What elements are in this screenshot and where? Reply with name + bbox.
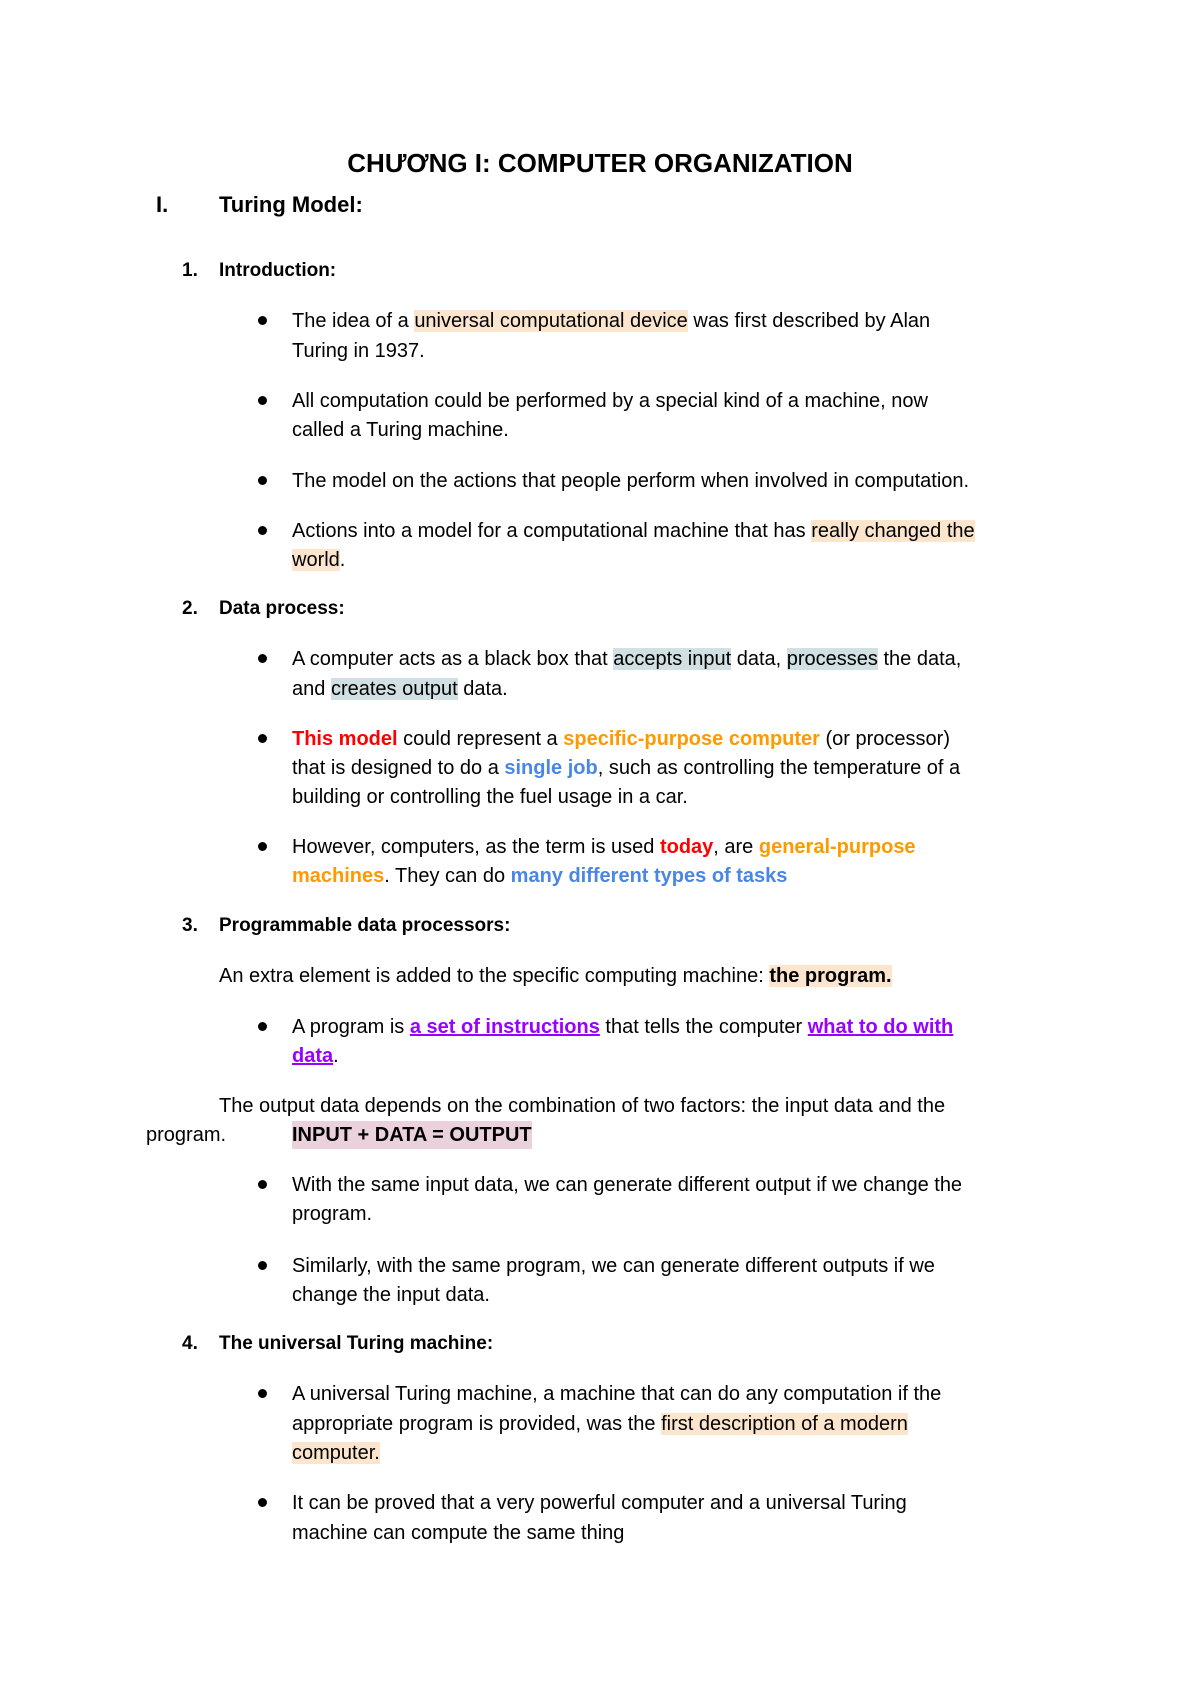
highlight: processes	[786, 648, 878, 670]
bullet-icon	[258, 396, 267, 405]
highlight: creates output	[330, 678, 458, 700]
paragraph: An extra element is added to the specific computing machine: the program.	[219, 965, 892, 987]
bullet-text: change the input data.	[292, 1284, 490, 1306]
highlight: world	[292, 549, 340, 571]
bullet-icon	[258, 1498, 267, 1507]
bullet-icon	[258, 654, 267, 663]
bullet-text: appropriate program is provided, was the first description of a modern	[292, 1413, 908, 1435]
bullet-text: called a Turing machine.	[292, 419, 509, 441]
bullet-text: Similarly, with the same program, we can generate different outputs if we	[292, 1255, 935, 1277]
bullet-icon	[258, 526, 267, 535]
subsection-heading: The universal Turing machine:	[219, 1333, 494, 1354]
bullet-text: All computation could be performed by a special kind of a machine, now	[292, 390, 928, 412]
bullet-text: A universal Turing machine, a machine that can do any computation if the	[292, 1383, 942, 1405]
paragraph: The output data depends on the combination of two factors: the input data and the	[219, 1095, 946, 1117]
bullet-text: Turing in 1937.	[292, 340, 425, 362]
bullet-icon	[258, 1261, 267, 1270]
subsection-heading: Programmable data processors:	[219, 915, 511, 936]
subsection-heading: Data process:	[219, 598, 345, 619]
bullet-text: machines. They can do many different types of tasks	[292, 865, 788, 887]
bullet-text: and creates output data.	[292, 678, 508, 700]
bullet-text: This model could represent a specific-purpose computer (or processor)	[292, 728, 950, 750]
subsection-heading: Introduction:	[219, 260, 337, 281]
bullet-text: building or controlling the fuel usage in a car.	[292, 786, 688, 808]
bullet-text: Actions into a model for a computational machine that has really changed the	[292, 520, 975, 542]
bullet-icon	[258, 476, 267, 485]
highlight: universal computational device	[414, 310, 688, 332]
bullet-icon	[258, 1180, 267, 1189]
bullet-text: The idea of a universal computational device was first described by Alan	[292, 310, 931, 332]
bullet-text: However, computers, as the term is used today, are general-purpose	[292, 836, 916, 858]
bullet-text: A computer acts as a black box that accepts input data, processes the data,	[292, 648, 962, 670]
subsection-number: 1.	[182, 260, 198, 281]
highlight: really changed the	[811, 520, 975, 542]
highlight: computer.	[292, 1442, 380, 1464]
bullet-icon	[258, 1389, 267, 1398]
bullet-text	[292, 1439, 380, 1467]
bullet-text: world.	[292, 549, 346, 571]
subsection-number: 2.	[182, 598, 198, 619]
bullet-text: It can be proved that a very powerful computer and a universal Turing	[292, 1492, 907, 1514]
bullet-text: With the same input data, we can generate different output if we change the	[292, 1174, 963, 1196]
highlight: the program.	[769, 965, 892, 987]
section-number: I.	[156, 192, 169, 217]
bullet-text: A program is a set of instructions that tells the computer what to do with	[292, 1016, 954, 1038]
bullet-icon	[258, 1022, 267, 1031]
bullet-text: The model on the actions that people perform when involved in computation.	[292, 470, 970, 492]
page-title: CHƯƠNG I: COMPUTER ORGANIZATION	[347, 148, 853, 178]
bullet-icon	[258, 842, 267, 851]
bullet-icon	[258, 734, 267, 743]
section-heading: Turing Model:	[219, 192, 363, 217]
subsection-number: 4.	[182, 1333, 198, 1354]
highlight: accepts input	[613, 648, 732, 670]
bullet-text: that is designed to do a single job, such as controlling the temperature of a	[292, 757, 961, 779]
highlight: first description of a modern	[661, 1413, 908, 1435]
bullet-text: machine can compute the same thing	[292, 1522, 625, 1544]
bullet-text: program.	[292, 1203, 373, 1225]
bullet-icon	[258, 316, 267, 325]
formula: INPUT + DATA = OUTPUT	[292, 1121, 532, 1149]
bullet-text: data.	[292, 1045, 339, 1067]
paragraph: program.	[146, 1124, 227, 1146]
subsection-number: 3.	[182, 915, 198, 936]
